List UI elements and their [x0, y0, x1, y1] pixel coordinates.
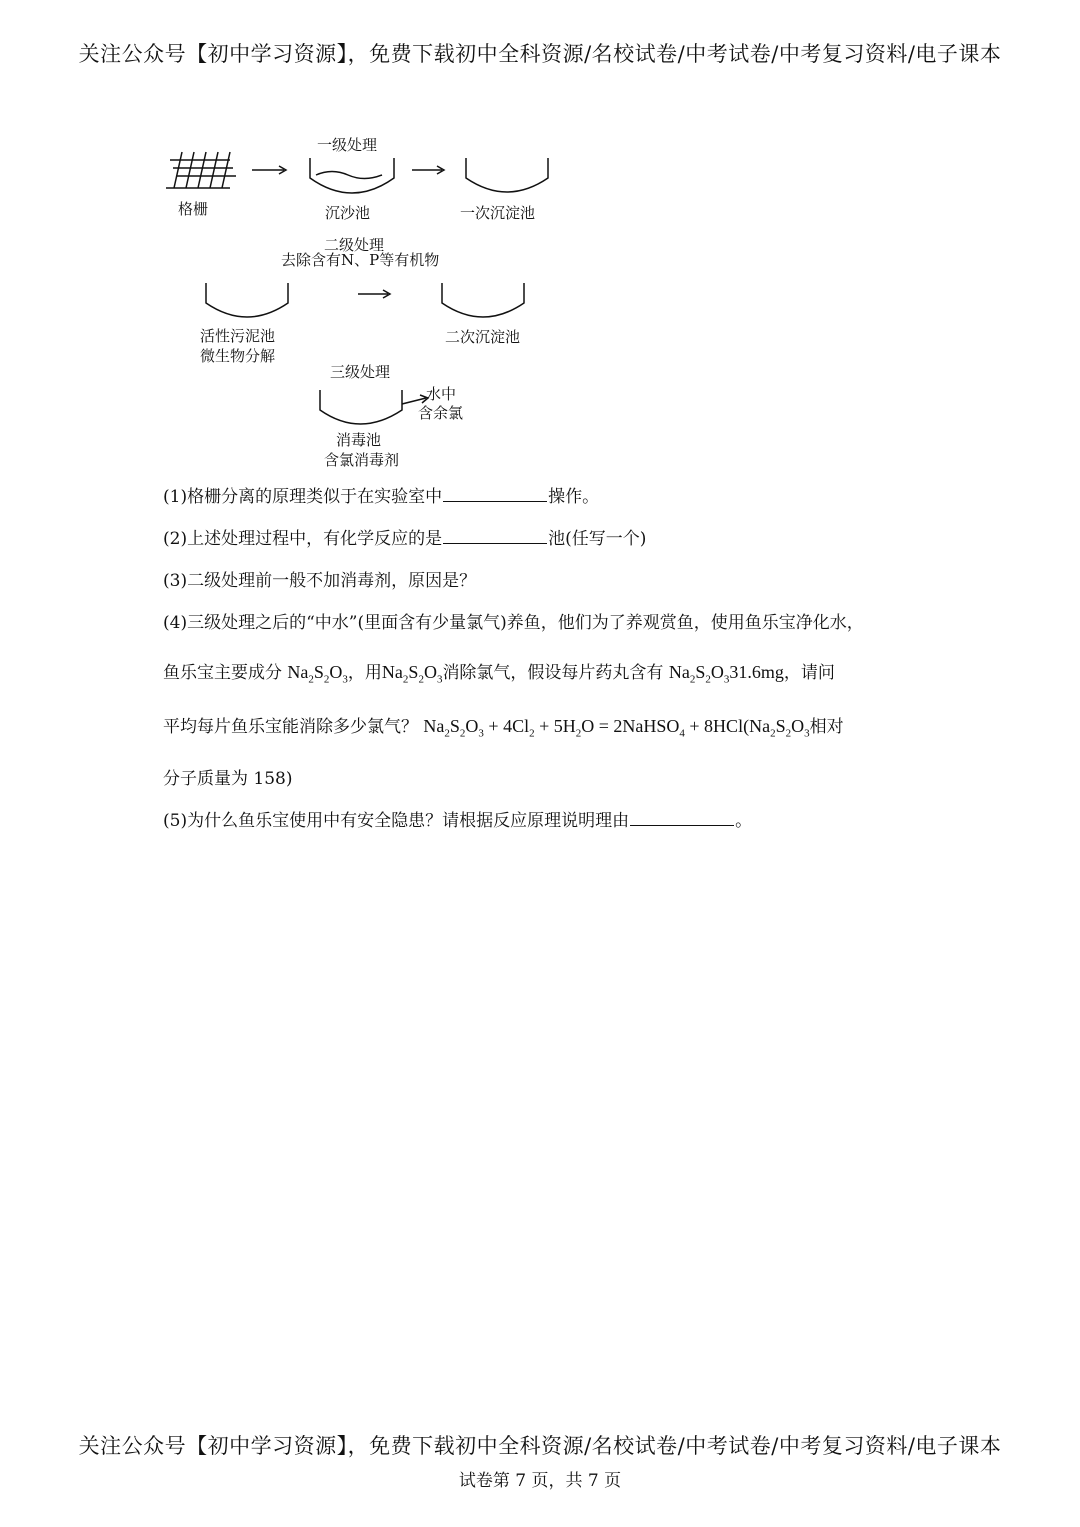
question-3: (3)二级处理前一般不加消毒剂，原因是？: [163, 571, 477, 591]
question-4-line2: [163, 658, 835, 686]
formula-na2s2o3: $Na_2S_2O_3$: [668, 662, 730, 686]
q5-blank: [630, 809, 734, 826]
q4-mass: 31.6mg: [729, 662, 784, 682]
label-stage3: 三级处理: [330, 363, 391, 381]
q4-l2-d: ，请问: [783, 663, 835, 683]
label-residual-1: 水中: [426, 385, 457, 403]
q2-text: (2)上述处理过程中，有化学反应的是: [163, 529, 443, 549]
label-primary-settling: 一次沉淀池: [460, 204, 536, 222]
q4-l2-a: 鱼乐宝主要成分: [163, 663, 282, 683]
treatment-diagram: [160, 128, 580, 473]
question-2: [163, 524, 646, 549]
question-4-line1: (4)三级处理之后的“中水”(里面含有少量氯气)养鱼，他们为了养观赏鱼，使用鱼乐宝净化水，: [163, 613, 864, 633]
question-5: [163, 806, 752, 831]
label-stage2-note: 去除含有N、P等有机物: [281, 251, 440, 269]
page-number: 试卷第 7 页，共 7 页: [458, 1471, 622, 1491]
q4-l3-b: 相对: [809, 717, 844, 737]
q1-blank: [443, 485, 547, 502]
header-banner: 关注公众号【初中学习资源】，免费下载初中全科资源/名校试卷/中考试卷/中考复习资料/电子课本: [78, 42, 1002, 66]
reaction-equation: $Na_2S_2O_3 + 4Cl_2 + 5H_2O$ = 2NaHSO$_4$ + 8HCl: [423, 716, 744, 740]
label-stage2: 二级处理: [324, 236, 385, 254]
label-stage1: 一级处理: [317, 136, 378, 154]
label-microbe: 微生物分解: [200, 347, 276, 365]
question-4-line3: [163, 712, 844, 740]
q1-suffix: 操作。: [548, 487, 600, 507]
label-activated-sludge: 活性污泥池: [200, 327, 276, 345]
label-grating: 格栅: [178, 200, 209, 218]
diagram-drawing: [160, 128, 580, 473]
q1-text: (1)格栅分离的原理类似于在实验室中: [163, 487, 443, 507]
formula-na2s2o3: $Na_2S_2O_3$: [381, 662, 443, 686]
formula-na2s2o3: ($Na_2S_2O_3$: [743, 716, 810, 740]
question-4-line4: 分子质量为 158): [163, 769, 293, 789]
q4-l2-b: ，用: [347, 663, 382, 683]
label-sand-tank: 沉沙池: [325, 204, 371, 222]
grating-icon: [166, 152, 236, 188]
label-secondary-settling: 二次沉淀池: [445, 328, 521, 346]
label-disinfect-agent: 含氯消毒剂: [324, 451, 400, 469]
q2-suffix: 池(任写一个): [548, 529, 647, 549]
formula-na2s2o3: $Na_2S_2O_3$: [287, 662, 348, 686]
footer-banner: 关注公众号【初中学习资源】，免费下载初中全科资源/名校试卷/中考试卷/中考复习资料/电子课本: [78, 1434, 1002, 1458]
q4-l3-a: 平均每片鱼乐宝能消除多少氯气？: [163, 717, 418, 737]
label-residual-2: 含余氯: [418, 404, 464, 422]
question-1: [163, 482, 599, 507]
q5-text: (5)为什么鱼乐宝使用中有安全隐患？请根据反应原理说明理由: [163, 811, 630, 831]
q4-l2-c: 消除氯气，假设每片药丸含有: [442, 663, 664, 683]
q2-blank: [443, 527, 547, 544]
q5-suffix: 。: [735, 811, 753, 831]
label-disinfect: 消毒池: [336, 431, 382, 449]
